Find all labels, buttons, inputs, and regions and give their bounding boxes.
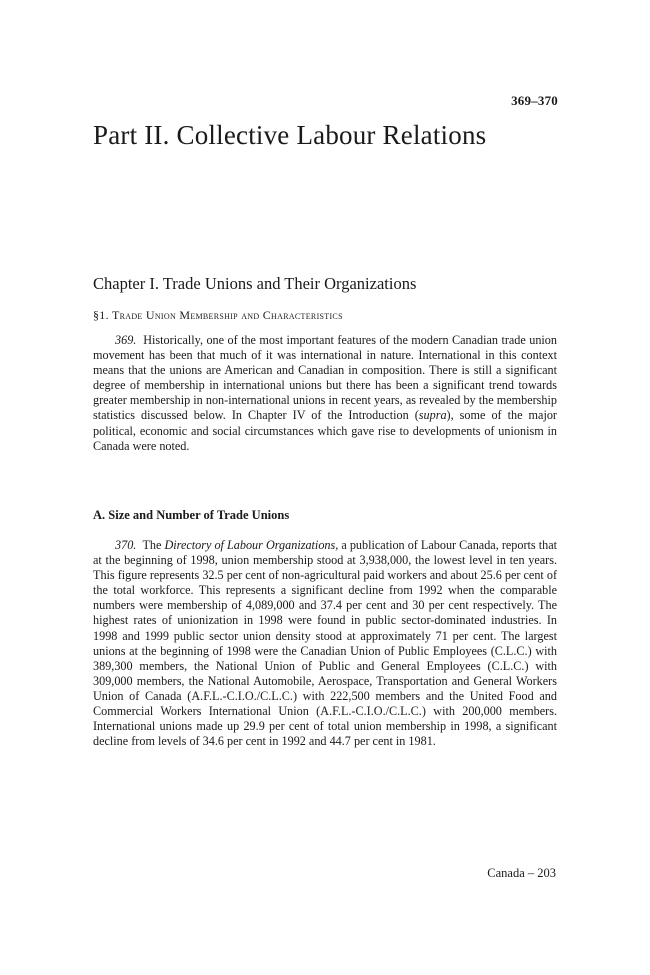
part-title: Part II. Collective Labour Relations bbox=[93, 120, 487, 150]
paragraph-text: , a publication of Labour Canada, reports that at the beginning of 1998, union membership stood at 3,938,000, the lowest level in ten years. This figure represents 32.5 per cent of non-agricultural paid workers and about 25.6 per cent of the total workforce. This represents a significant decline from 1992 when the comparable numbers were membership of 4,089,000 and 37.4 per cent and 30 per cent respectively. The highest rates of unionization in 1998 were found in public sector-dominated industries. In 1998 and 1999 public sector union density stood at approximately 71 per cent. The largest unions at the beginning of 1998 were the Canadian Union of Public Employees (C.L.C.) with 389,300 members, the National Union of Public and General Employees (C.L.C.) with 309,000 members, the National Automobile, Aerospace, Transportation and General Workers Union of Canada (A.F.L.-C.I.O./C.L.C.) with 222,500 members and the United Food and Commercial Workers International Union (A.F.L.-C.I.O./C.L.C.) with 200,000 members. International unions made up 29.9 per cent of total union membership in 1998, a significant decline from levels of 34.6 per cent in 1992 and 44.7 per cent in 1981. bbox=[93, 538, 557, 749]
paragraph-number: 369. bbox=[115, 333, 137, 347]
paragraph-370 bbox=[93, 538, 557, 749]
subsection-heading: A. Size and Number of Trade Unions bbox=[93, 508, 290, 522]
latin-term: supra bbox=[418, 408, 447, 423]
page-footer: Canada – 203 bbox=[487, 866, 556, 880]
paragraph-369 bbox=[93, 333, 557, 454]
section-title: §1. Trade Union Membership and Characteristics bbox=[93, 308, 343, 322]
paragraph-text: Historically, one of the most important features of the modern Canadian trade union movement has been that much of it was international in nature. International in this context means that the unions are American and Canadian in composition. There is still a significant degree of membership in international unions but there has been a significant trend towards greater membership in non-international unions in recent years, as revealed by the membership statistics discussed below. In Chapter IV of the Introduction (supra), some of the major political, economic and social circumstances which gave rise to developments of unionism in Canada were noted. bbox=[93, 333, 557, 453]
chapter-title: Chapter I. Trade Unions and Their Organizations bbox=[93, 274, 417, 293]
page-reference: 369–370 bbox=[511, 93, 558, 108]
paragraph-number: 370. bbox=[115, 538, 137, 552]
publication-title: Directory of Labour Organizations bbox=[164, 538, 336, 552]
paragraph-lead: The bbox=[142, 538, 165, 552]
